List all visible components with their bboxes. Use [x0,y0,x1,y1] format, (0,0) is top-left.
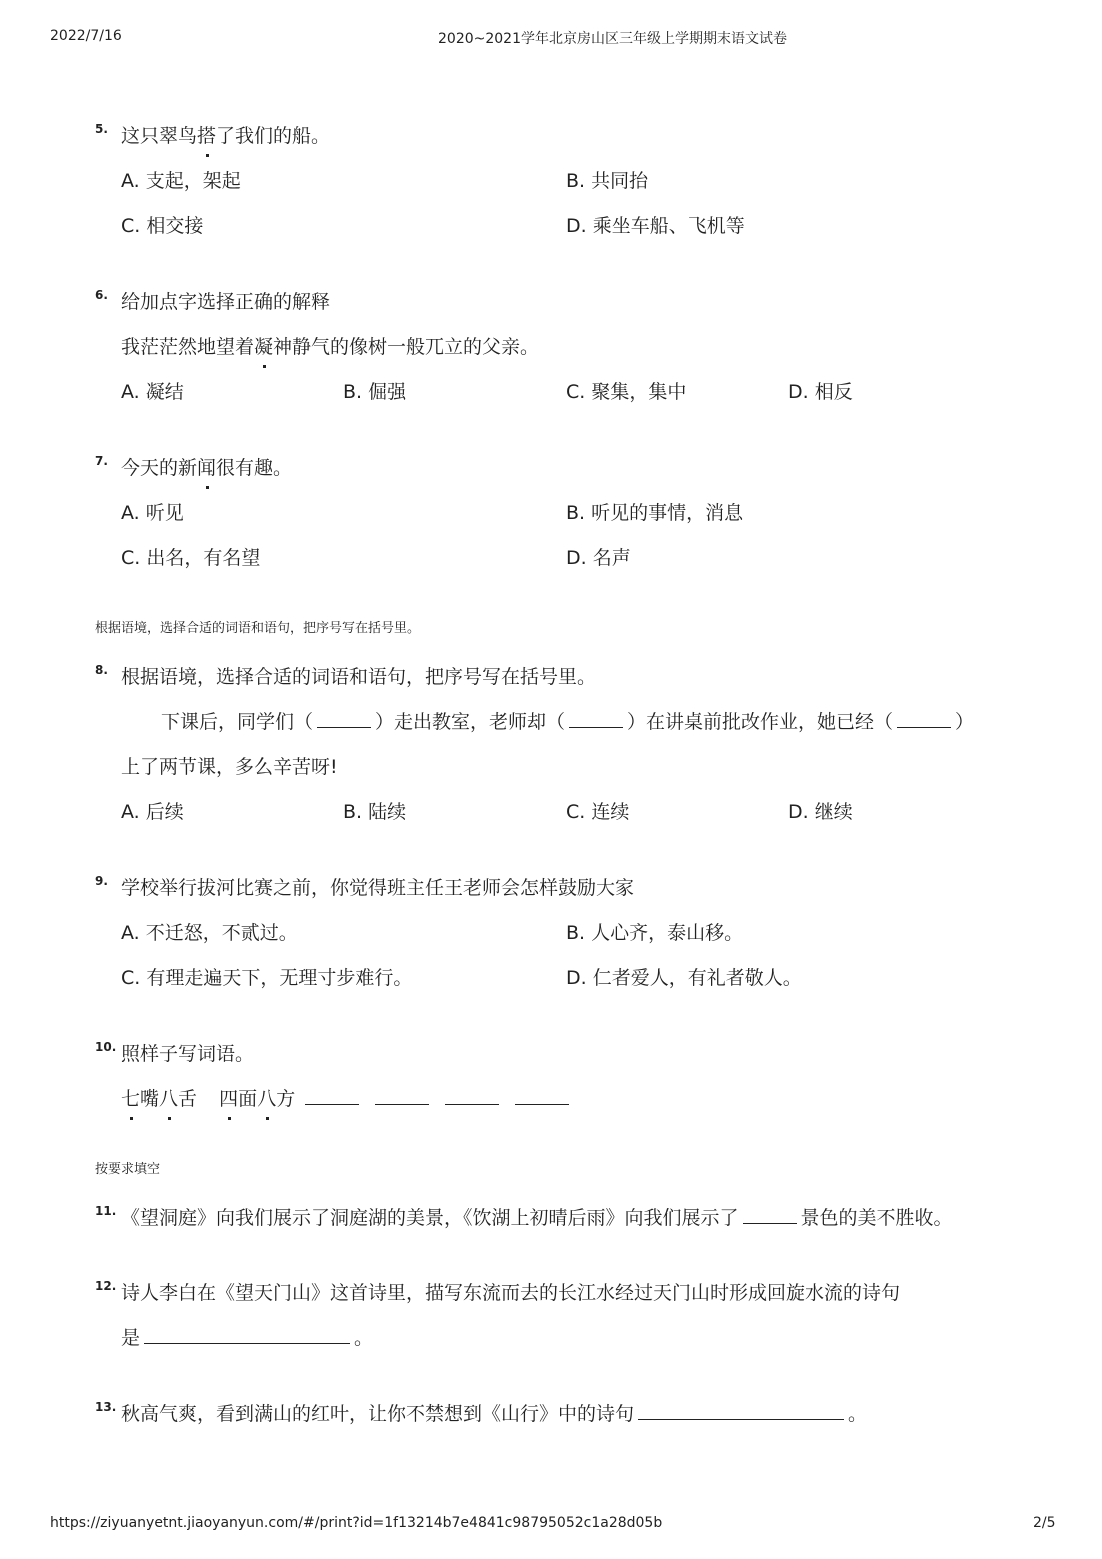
question-number: 8. [95,663,108,677]
question-stem: 《望洞庭》向我们展示了洞庭湖的美景，《饮湖上初晴后雨》向我们展示了 景色的美不胜收。 [121,1207,953,1229]
option-a: A. 不迁怒，不贰过。 [121,922,298,944]
option-d: D. 名声 [566,547,631,569]
option-b: B. 共同抬 [566,170,649,192]
question-number: 9. [95,874,108,888]
question-sentence: 我茫茫然地望着凝神静气的像树一般兀立的父亲。 [121,333,539,361]
question-passage-cont: 上了两节课，多么辛苦呀! [121,756,338,778]
question-stem: 给加点字选择正确的解释 [121,291,331,313]
answer-blank [445,1086,499,1105]
answer-blank [569,709,623,728]
option-a: A. 听见 [121,502,184,524]
dotted-char: 搭 [197,122,216,150]
answer-blank [897,709,951,728]
section-heading: 根据语境，选择合适的词语和语句，把序号写在括号里。 [95,621,421,636]
dotted-char: 八 [257,1085,276,1113]
question-stem: 这只翠鸟搭了我们的船。 [121,122,330,150]
answer-blank [305,1086,359,1105]
answer-blank [317,709,371,728]
footer-url: https://ziyuanyetnt.jiaoyanyun.com/#/print?id=1f13214b7e4841c98795052c1a28d05b [50,1515,663,1531]
dotted-char: 闻 [197,454,216,482]
question-stem: 诗人李白在《望天门山》这首诗里，描写东流而去的长江水经过天门山时形成回旋水流的诗句 [121,1282,901,1304]
header-date: 2022/7/16 [50,28,122,44]
dotted-char: 七 [121,1085,140,1113]
question-number: 11. [95,1204,117,1218]
answer-blank [743,1205,797,1224]
question-number: 13. [95,1400,117,1414]
question-stem: 照样子写词语。 [121,1043,255,1065]
question-number: 7. [95,454,108,468]
question-stem: 根据语境，选择合适的词语和语句，把序号写在括号里。 [121,666,597,688]
answer-blank [144,1325,350,1344]
answer-blank [515,1086,569,1105]
question-number: 12. [95,1279,117,1293]
option-b: B. 倔强 [343,381,407,403]
option-c: C. 聚集，集中 [566,381,687,403]
question-number: 6. [95,288,108,302]
question-stem: 今天的新闻很有趣。 [121,454,292,482]
option-a: A. 后续 [121,801,184,823]
dotted-char: 凝 [254,333,273,361]
question-stem-cont: 是 。 [121,1327,374,1349]
question-stem: 学校举行拔河比赛之前，你觉得班主任王老师会怎样鼓励大家 [121,877,635,899]
question-passage: 下课后，同学们（ ）走出教室，老师却（ ）在讲桌前批改作业，她已经（ ） [161,711,975,733]
option-d: D. 相反 [788,381,853,403]
option-d: D. 乘坐车船、飞机等 [566,215,745,237]
question-stem: 秋高气爽，看到满山的红叶，让你不禁想到《山行》中的诗句 。 [121,1403,868,1425]
question-number: 10. [95,1040,117,1054]
option-d: D. 仁者爱人，有礼者敬人。 [566,967,802,989]
option-c: C. 连续 [566,801,630,823]
option-d: D. 继续 [788,801,853,823]
option-b: B. 听见的事情，消息 [566,502,744,524]
option-c: C. 相交接 [121,215,204,237]
dotted-char: 八 [159,1085,178,1113]
example-words: 七嘴八舌 四面八方 [121,1085,573,1113]
answer-blank [375,1086,429,1105]
option-c: C. 出名，有名望 [121,547,261,569]
option-b: B. 陆续 [343,801,407,823]
option-a: A. 支起，架起 [121,170,241,192]
option-a: A. 凝结 [121,381,184,403]
option-b: B. 人心齐，泰山移。 [566,922,744,944]
header-title: 2020~2021学年北京房山区三年级上学期期末语文试卷 [438,31,787,47]
answer-blank [638,1401,844,1420]
footer-page: 2/5 [1033,1515,1056,1531]
question-number: 5. [95,122,108,136]
option-c: C. 有理走遍天下，无理寸步难行。 [121,967,413,989]
dotted-char: 四 [219,1085,238,1113]
section-heading: 按要求填空 [95,1162,161,1177]
